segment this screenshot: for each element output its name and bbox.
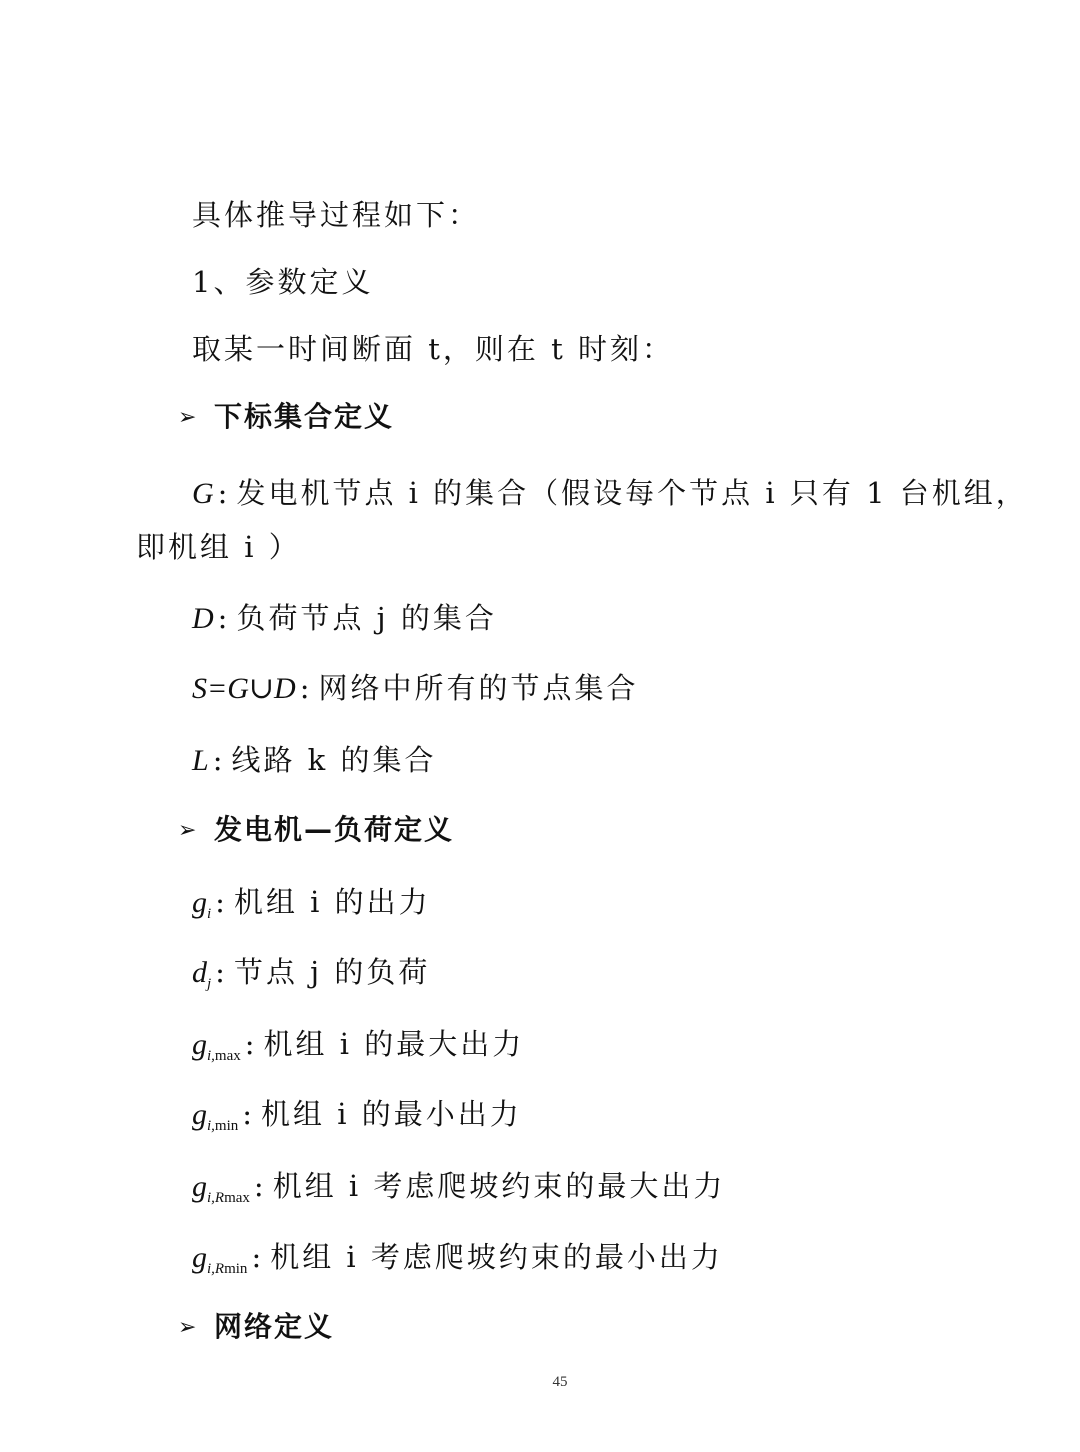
symbol-giRmax: $g_{i,Rmax}$ [192, 1170, 250, 1206]
arrow-bullet-icon: ➢ [178, 405, 199, 430]
symbol-gi: $g_i$ [192, 886, 212, 922]
definition-L: L : 线路 k 的集合 [192, 743, 437, 777]
definition-gi: $g_i$ : 机组 i 的出力 [192, 885, 431, 922]
definition-text: 机组 i 的最小出力 [261, 1097, 522, 1131]
definition-giRmax: $g_{i,Rmax}$ : 机组 i 考虑爬坡约束的最大出力 [192, 1169, 726, 1206]
symbol-gimax: $g_{i,max}$ [192, 1028, 241, 1064]
definition-text: 网络中所有的节点集合 [318, 671, 639, 705]
symbol-dj: $d_j$ [192, 956, 212, 992]
definition-S: S=G∪D : 网络中所有的节点集合 [192, 671, 639, 705]
definition-text: 机组 i 考虑爬坡约束的最大出力 [272, 1169, 726, 1203]
arrow-bullet-icon: ➢ [178, 818, 199, 843]
definition-text: 机组 i 的出力 [233, 885, 431, 919]
definition-gimin: $g_{i,min}$ : 机组 i 的最小出力 [192, 1097, 522, 1134]
heading-label: 发电机—负荷定义 [214, 813, 455, 846]
definition-text: 机组 i 的最大出力 [263, 1027, 525, 1061]
definition-dj: $d_j$ : 节点 j 的负荷 [192, 955, 431, 992]
symbol-S: S=G∪D [192, 672, 296, 705]
arrow-bullet-icon: ➢ [178, 1315, 199, 1340]
definition-giRmin: $g_{i,Rmin}$ : 机组 i 考虑爬坡约束的最小出力 [192, 1240, 723, 1277]
definition-text: 线路 k 的集合 [231, 743, 437, 777]
definition-D: D : 负荷节点 j 的集合 [192, 601, 497, 635]
symbol-gimin: $g_{i,min}$ [192, 1098, 239, 1134]
definition-text: 负荷节点 j 的集合 [236, 601, 497, 635]
heading-gen-load [178, 810, 454, 851]
section-description: 取某一时间断面 t，则在 t 时刻： [192, 332, 674, 366]
heading-index-sets [178, 397, 394, 438]
symbol-D: D [192, 602, 214, 635]
symbol-L: L [192, 744, 209, 777]
symbol-giRmin: $g_{i,Rmin}$ [192, 1241, 248, 1277]
heading-label: 网络定义 [214, 1310, 335, 1343]
definition-G: G : 发电机节点 i 的集合（假设每个节点 i 只有 1 台机组， [192, 476, 1028, 510]
page-number: 45 [552, 1374, 568, 1390]
definition-text: 发电机节点 i 的集合（假设每个节点 i 只有 1 台机组， [236, 476, 1028, 510]
definition-gimax: $g_{i,max}$ : 机组 i 的最大出力 [192, 1027, 525, 1064]
section-title: 1、参数定义 [192, 265, 374, 299]
heading-network [178, 1307, 334, 1348]
heading-label: 下标集合定义 [214, 400, 395, 433]
definition-G-continuation: 即机组 i ） [136, 530, 301, 564]
definition-text: 节点 j 的负荷 [233, 955, 431, 989]
symbol-G: G [192, 477, 214, 510]
intro-text: 具体推导过程如下： [192, 198, 481, 232]
definition-text: 机组 i 考虑爬坡约束的最小出力 [270, 1240, 723, 1274]
